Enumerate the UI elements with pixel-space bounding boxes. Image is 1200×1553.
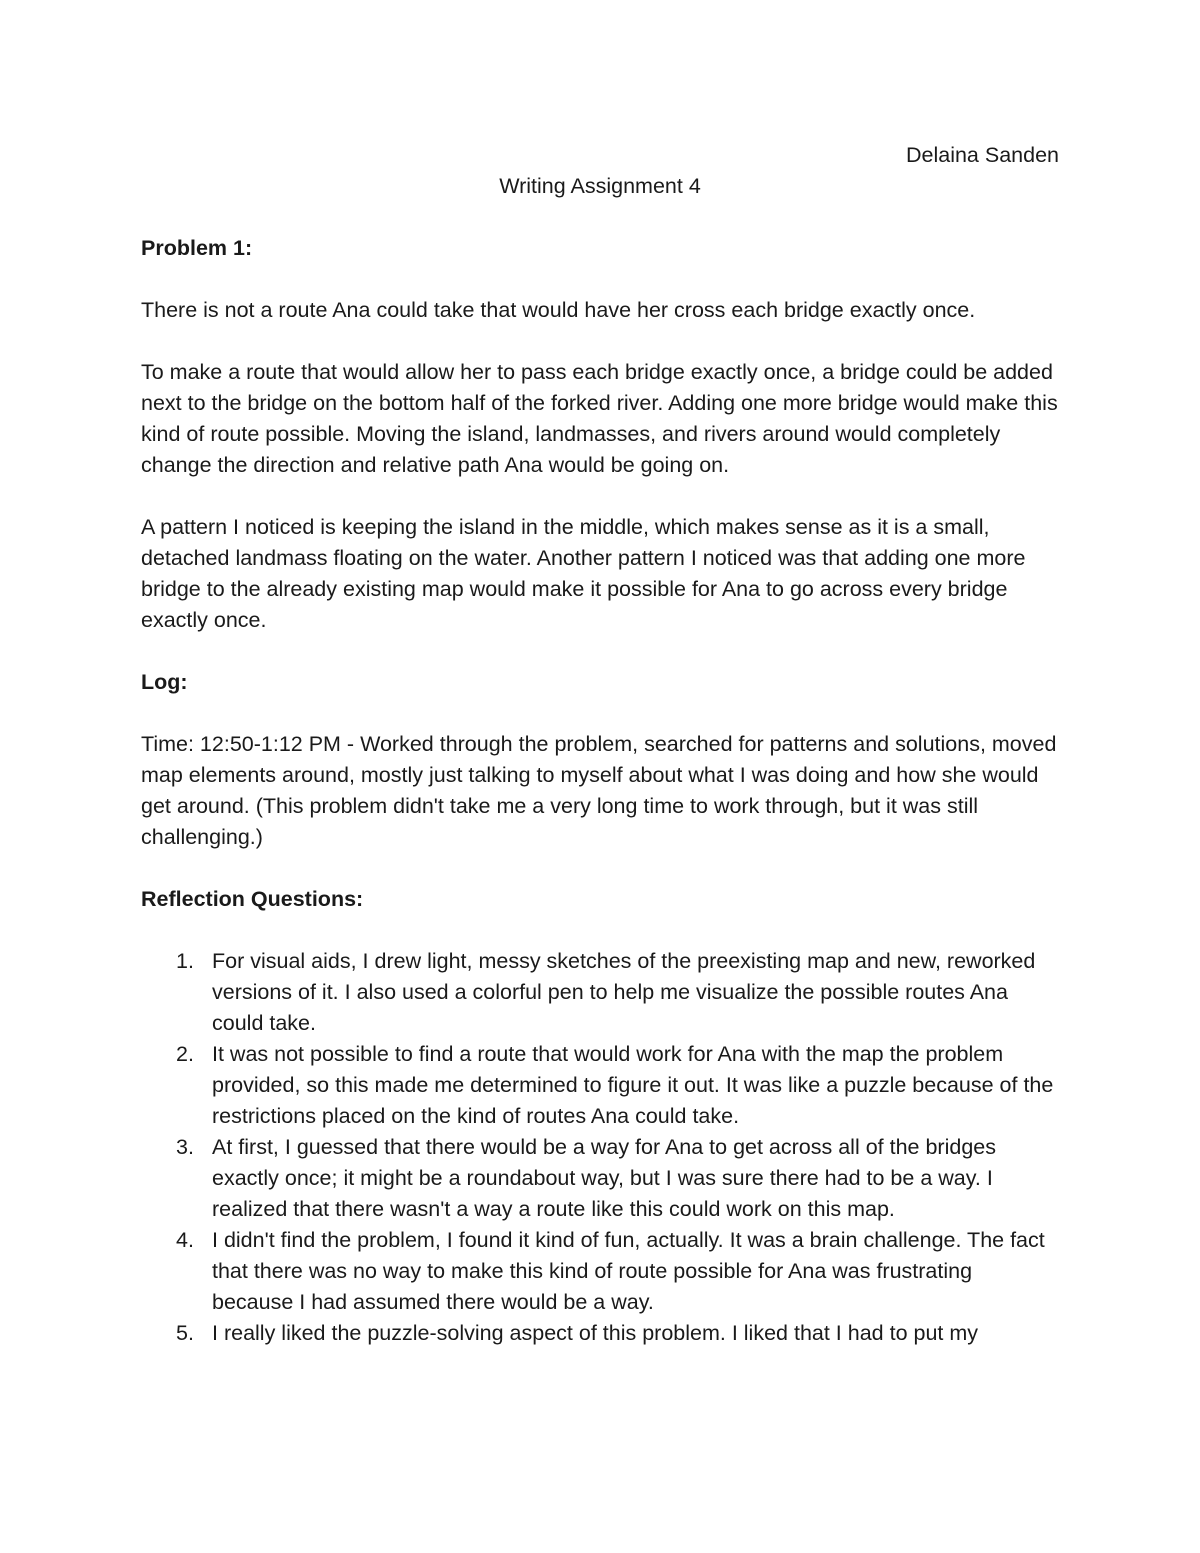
list-item-number: 3. [176, 1135, 194, 1159]
list-item-text: For visual aids, I drew light, messy sketches of the preexisting map and new, reworked versions of it. I also used a colorful pen to help me visualize the possible routes Ana could take. [212, 949, 1036, 1035]
list-item-text: At first, I guessed that there would be a way for Ana to get across all of the bridges exactly once; it might be a roundabout way, but I was sure there had to be a way. I realized that there wasn't a way a route like this could work on this map. [212, 1135, 996, 1221]
list-item [141, 1039, 1059, 1132]
reflection-heading: Reflection Questions: [141, 887, 364, 911]
list-item-text: I really liked the puzzle-solving aspect of this problem. I liked that I had to put my [212, 1321, 979, 1345]
list-item [141, 1132, 1059, 1225]
problem-heading: Problem 1: [141, 236, 253, 260]
list-item-text: It was not possible to find a route that would work for Ana with the map the problem provided, so this made me determined to figure it out. It was like a puzzle because of the restrictions placed on the kind of routes Ana could take. [212, 1042, 1054, 1128]
list-item-text: I didn't find the problem, I found it kind of fun, actually. It was a brain challenge. The fact that there was no way to make this kind of route possible for Ana was frustrating because I had assumed there would be a way. [212, 1228, 1045, 1314]
problem-paragraph: A pattern I noticed is keeping the island in the middle, which makes sense as it is a small, detached landmass floating on the water. Another pattern I noticed was that adding one more bridge to the already existing map would make it possible for Ana to go across every bridge exactly once. [141, 515, 1026, 632]
list-item [141, 1225, 1059, 1318]
document-page [141, 140, 1059, 1349]
list-item-number: 2. [176, 1042, 194, 1066]
list-item-number: 4. [176, 1228, 194, 1252]
reflection-list [141, 946, 1059, 1349]
log-heading: Log: [141, 670, 188, 694]
problem-paragraph: There is not a route Ana could take that would have her cross each bridge exactly once. [141, 298, 976, 322]
list-item [141, 1318, 1059, 1349]
list-item-number: 5. [176, 1321, 194, 1345]
problem-paragraph: To make a route that would allow her to pass each bridge exactly once, a bridge could be added next to the bridge on the bottom half of the forked river. Adding one more bridge would make this kind of route possible. Moving the island, landmasses, and rivers around would completely change the direction and relative path Ana would be going on. [141, 360, 1058, 477]
list-item [141, 946, 1059, 1039]
log-entry: Time: 12:50-1:12 PM - Worked through the problem, searched for patterns and solutions, moved map elements around, mostly just talking to myself about what I was doing and how she would get around. (This problem didn't take me a very long time to work through, but it was still challenging.) [141, 732, 1057, 849]
list-item-number: 1. [176, 949, 194, 973]
author-name: Delaina Sanden [905, 143, 1059, 167]
document-title: Writing Assignment 4 [499, 174, 701, 198]
